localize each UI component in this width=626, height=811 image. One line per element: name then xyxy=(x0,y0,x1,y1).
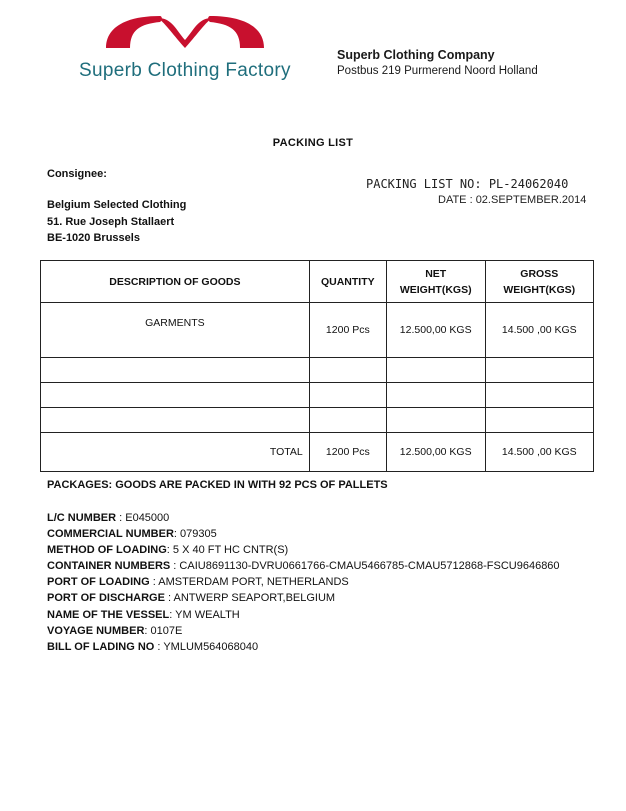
detail-value: 0107E xyxy=(150,624,183,637)
goods-table xyxy=(40,260,594,472)
empty-cell xyxy=(41,358,310,383)
empty-cell xyxy=(386,408,485,433)
detail-separator: : xyxy=(169,608,176,621)
table-row-empty xyxy=(41,383,594,408)
total-quantity: 1200 Pcs xyxy=(309,433,386,472)
detail-line xyxy=(47,574,560,590)
page-title: PACKING LIST xyxy=(272,137,354,149)
detail-line xyxy=(47,542,560,558)
detail-value: E045000 xyxy=(125,512,170,524)
detail-value: 5 X 40 FT HC CNTR(S) xyxy=(172,544,289,557)
detail-label: METHOD OF LOADING xyxy=(47,544,167,557)
empty-cell xyxy=(41,383,310,408)
detail-line xyxy=(47,510,560,526)
consignee-line: 51. Rue Joseph Stallaert xyxy=(47,215,175,228)
consignee-label: Consignee: xyxy=(47,168,107,180)
header-net-weight xyxy=(386,261,485,303)
header-description: DESCRIPTION OF GOODS xyxy=(41,261,310,303)
detail-value: CAIU8691130-DVRU0661766-CMAU5466785-CMAU5712868-FSCU9646860 xyxy=(179,560,560,573)
company-logo-mark-icon xyxy=(100,10,270,62)
cell-gross-weight: 14.500 ,00 KGS xyxy=(485,303,593,358)
empty-cell xyxy=(386,383,485,408)
empty-cell xyxy=(485,383,593,408)
detail-separator: : xyxy=(170,560,180,573)
detail-value: 079305 xyxy=(180,528,217,541)
empty-cell xyxy=(41,408,310,433)
detail-value: YM WEALTH xyxy=(175,608,240,621)
header-quantity: QUANTITY xyxy=(309,261,386,303)
table-header-row xyxy=(41,261,594,303)
detail-line xyxy=(47,526,560,542)
detail-line xyxy=(47,639,560,655)
company-address: Postbus 219 Purmerend Noord Holland xyxy=(337,65,538,77)
cell-quantity: 1200 Pcs xyxy=(309,303,386,358)
consignee-line: BE-1020 Brussels xyxy=(47,232,140,244)
empty-cell xyxy=(386,358,485,383)
detail-value: AMSTERDAM PORT, NETHERLANDS xyxy=(158,576,349,589)
empty-cell xyxy=(309,408,386,433)
detail-line xyxy=(47,590,560,606)
table-row xyxy=(41,303,594,358)
empty-cell xyxy=(309,383,386,408)
total-net-weight: 12.500,00 KGS xyxy=(386,433,485,472)
shipping-details xyxy=(47,510,560,655)
detail-separator: : xyxy=(154,640,164,653)
detail-line xyxy=(47,607,560,623)
header-gross-line1: GROSS xyxy=(520,267,559,280)
header-gross-line2: WEIGHT(KGS) xyxy=(503,283,576,296)
detail-value: ANTWERP SEAPORT,BELGIUM xyxy=(173,592,336,605)
header-gross-weight xyxy=(485,261,593,303)
detail-line xyxy=(47,558,560,574)
detail-separator: : xyxy=(116,512,126,524)
total-label: TOTAL xyxy=(41,433,310,472)
detail-label: CONTAINER NUMBERS xyxy=(47,560,171,573)
empty-cell xyxy=(485,358,593,383)
detail-label: L/C NUMBER xyxy=(47,512,117,524)
consignee-address xyxy=(47,197,186,247)
consignee-line: Belgium Selected Clothing xyxy=(47,199,187,211)
header-net-line2: WEIGHT(KGS) xyxy=(399,283,472,296)
table-row-empty xyxy=(41,358,594,383)
empty-cell xyxy=(309,358,386,383)
detail-label: NAME OF THE VESSEL xyxy=(47,608,170,621)
total-gross-weight: 14.500 ,00 KGS xyxy=(485,433,593,472)
header-net-line1: NET xyxy=(425,267,447,280)
logo-text: Superb Clothing Factory xyxy=(79,60,291,81)
detail-line xyxy=(47,623,560,639)
packing-list-date: DATE : 02.SEPTEMBER.2014 xyxy=(438,194,587,206)
empty-cell xyxy=(485,408,593,433)
packing-list-number: PACKING LIST NO: PL-24062040 xyxy=(366,177,569,191)
detail-label: BILL OF LADING NO xyxy=(47,640,155,653)
detail-label: PORT OF LOADING xyxy=(47,576,150,589)
table-row-empty xyxy=(41,408,594,433)
detail-separator: : xyxy=(173,528,181,541)
detail-label: VOYAGE NUMBER xyxy=(47,624,145,637)
detail-separator: : xyxy=(144,624,151,637)
detail-label: COMMERCIAL NUMBER xyxy=(47,528,174,541)
cell-description: GARMENTS xyxy=(41,303,310,358)
cell-net-weight: 12.500,00 KGS xyxy=(386,303,485,358)
table-total-row xyxy=(41,433,594,472)
detail-value: YMLUM564068040 xyxy=(163,640,259,653)
detail-separator: : xyxy=(166,544,173,557)
detail-separator: : xyxy=(149,576,159,589)
detail-separator: : xyxy=(164,592,174,605)
company-name: Superb Clothing Company xyxy=(337,48,495,62)
packages-note: PACKAGES: GOODS ARE PACKED IN WITH 92 PCS OF PALLETS xyxy=(47,479,388,491)
detail-label: PORT OF DISCHARGE xyxy=(47,592,165,605)
